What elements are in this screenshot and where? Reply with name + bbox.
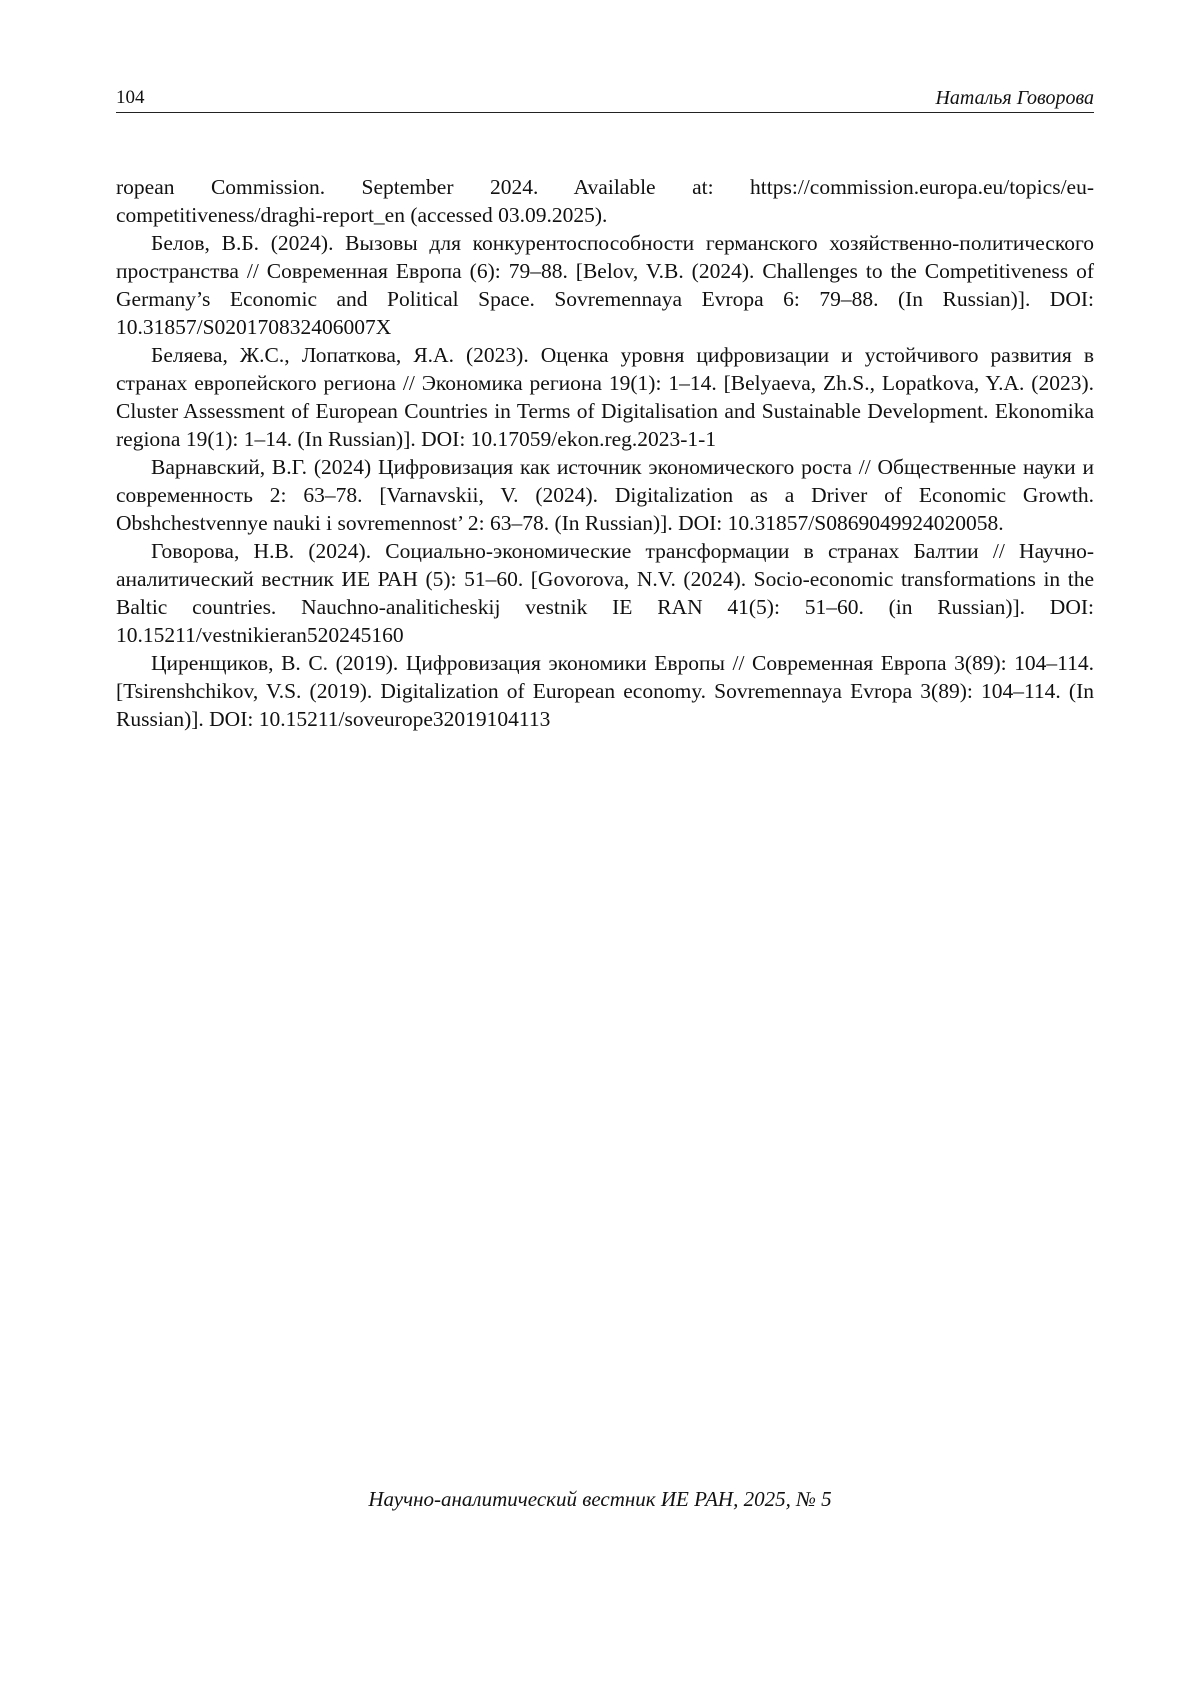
reference-item-continued: ropean Commission. September 2024. Available at: https://commission.europa.eu/topics/eu-competitiveness/draghi-report_en (accessed 03.09.2025). — [116, 175, 1094, 227]
page-number: 104 — [116, 87, 145, 108]
running-head-author: Наталья Говорова — [935, 87, 1094, 109]
reference-list — [116, 173, 1094, 733]
reference-item: Беляева, Ж.С., Лопаткова, Я.А. (2023). Оценка уровня цифровизации и устойчивого развития в странах европейского региона // Экономика региона 19(1): 1–14. [Belyaeva, Zh.S., Lopatkova, Y.A. (2023). Cluster Assessment of European Countries in Terms of Digitalisation and Sustainable Development. Ekonomika regiona 19(1): 1–14. (In Russian)]. DOI: 10.17059/ekon.reg.2023-1-1 — [116, 343, 1094, 451]
reference-item: Варнавский, В.Г. (2024) Цифровизация как источник экономического роста // Общественные науки и современность 2: 63–78. [Varnavskii, V. (2024). Digitalization as a Driver of Economic Growth. Obshchestvennye nauki i sovremennost’ 2: 63–78. (In Russian)]. DOI: 10.31857/S0869049924020058. — [116, 455, 1094, 535]
journal-footer: Научно-аналитический вестник ИЕ РАН, 2025, № 5 — [368, 1487, 832, 1511]
reference-item: Говорова, Н.В. (2024). Социально-экономические трансформации в странах Балтии // Научно-аналитический вестник ИЕ РАН (5): 51–60. [Govorova, N.V. (2024). Socio-economic transformations in the Baltic countries. Nauchno-analiticheskij vestnik IE RAN 41(5): 51–60. (in Russian)]. DOI: 10.15211/vestnikieran520245160 — [116, 539, 1094, 647]
reference-item: Циренщиков, В. С. (2019). Цифровизация экономики Европы // Современная Европа 3(89): 104–114. [Tsirenshchikov, V.S. (2019). Digitalization of European economy. Sovremennaya Evropa 3(89): 104–114. (In Russian)]. DOI: 10.15211/soveurope32019104113 — [116, 651, 1094, 731]
reference-item: Белов, В.Б. (2024). Вызовы для конкурентоспособности германского хозяйственно-политического пространства // Современная Европа (6): 79–88. [Belov, V.B. (2024). Challenges to the Competitiveness of Germany’s Economic and Political Space. Sovremennaya Evropa 6: 79–88. (In Russian)]. DOI: 10.31857/S020170832406007X — [116, 231, 1094, 339]
running-head — [116, 86, 1094, 113]
